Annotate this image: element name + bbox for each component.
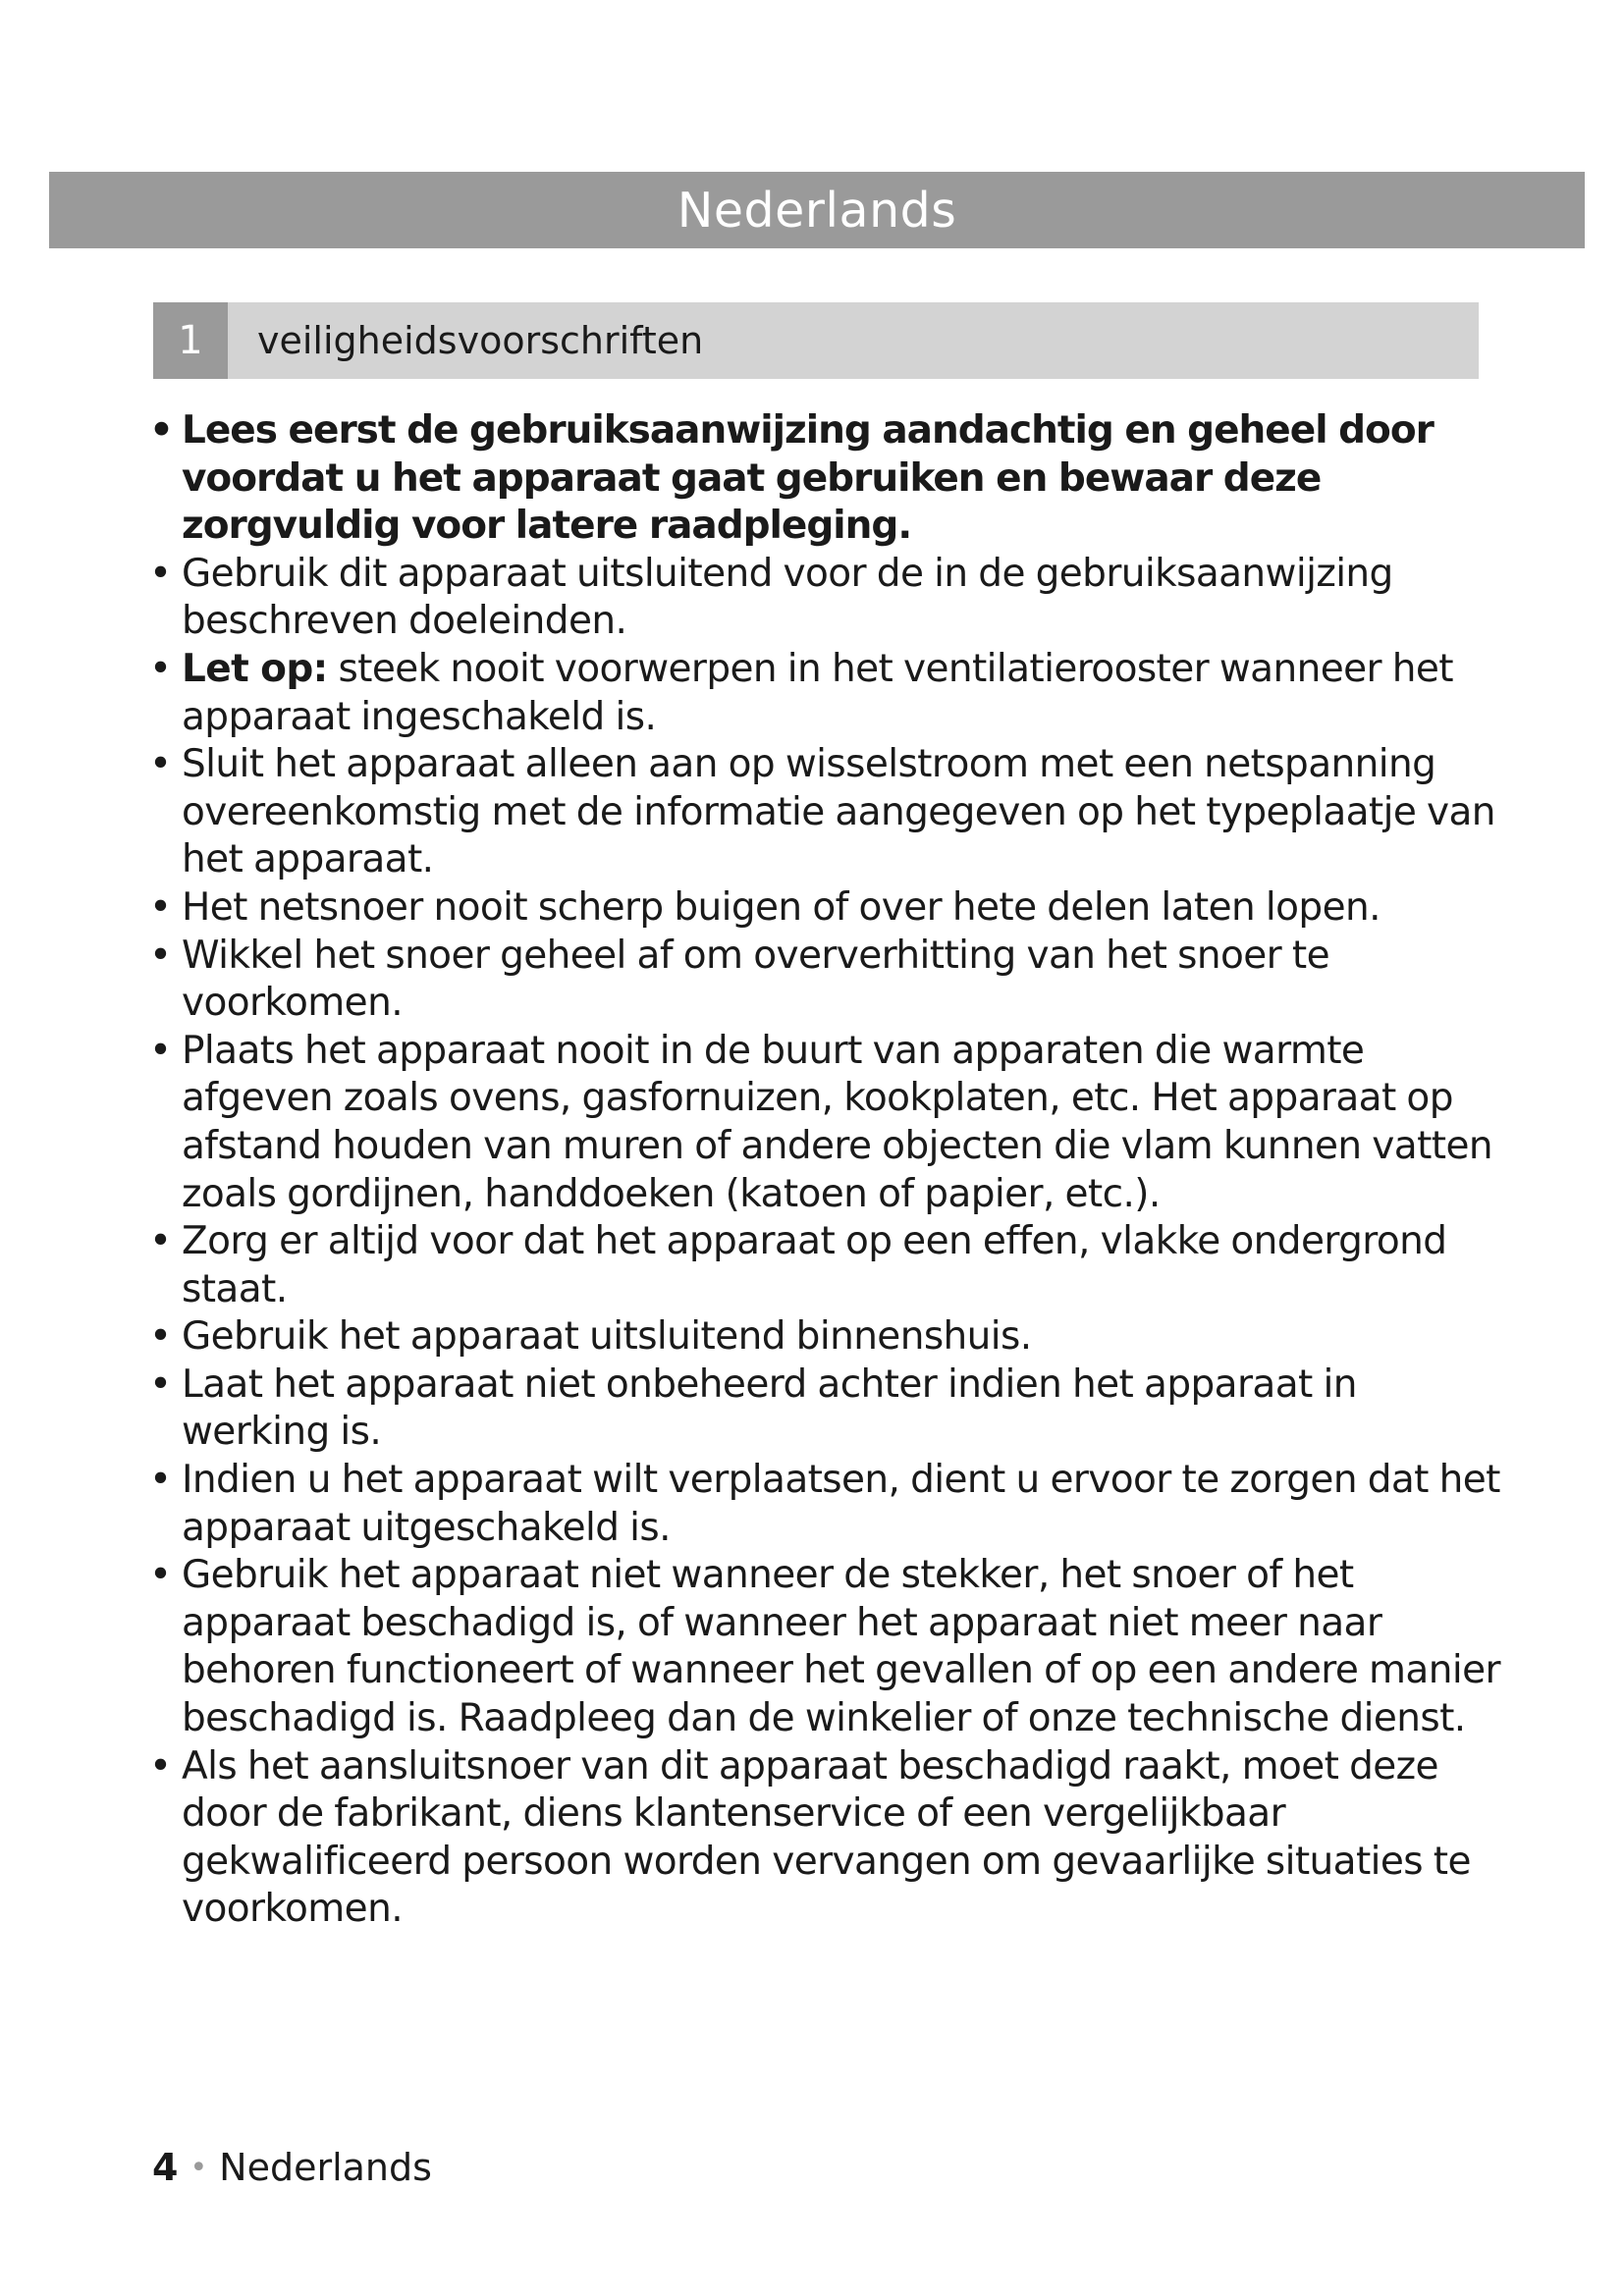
safety-rule-text: Gebruik het apparaat niet wanneer de stekker, het snoer of het apparaat beschadigd is, of wanneer het apparaat niet meer naar behoren functioneert of wanneer het gevallen of op een andere manier beschadigd is. Raadpleeg dan de winkelier of onze technische dienst.	[182, 1553, 1500, 1741]
safety-rule-text: Wikkel het snoer geheel af om oververhitting van het snoer te voorkomen.	[182, 933, 1329, 1026]
safety-rule-item	[147, 551, 1512, 646]
language-header-label: Nederlands	[677, 182, 957, 239]
safety-rule-item	[147, 1218, 1512, 1313]
safety-rule-text: Het netsnoer nooit scherp buigen of over hete delen laten lopen.	[182, 884, 1380, 930]
safety-rule-item	[147, 1457, 1512, 1552]
safety-rule-text: Gebruik dit apparaat uitsluitend voor de in de gebruiksaanwijzing beschreven doeleinden.	[182, 551, 1393, 644]
safety-rule-text: Gebruik het apparaat uitsluitend binnenshuis.	[182, 1314, 1032, 1360]
safety-rule-item	[147, 407, 1512, 551]
safety-rule-item	[147, 1313, 1512, 1362]
safety-rule-item	[147, 1552, 1512, 1742]
safety-rule-item	[147, 741, 1512, 884]
safety-rule-item	[147, 1743, 1512, 1934]
section-title: veiligheidsvoorschriften	[257, 319, 704, 362]
safety-rule-text: Als het aansluitsnoer van dit apparaat beschadigd raakt, moet deze door de fabrikant, diens klantenservice of een vergelijkbaar gekwalificeerd persoon worden vervangen om gevaarlijke situaties te voorkomen.	[182, 1743, 1471, 1932]
safety-rule-text: Indien u het apparaat wilt verplaatsen, dient u ervoor te zorgen dat het apparaat uitgeschakeld is.	[182, 1458, 1500, 1550]
section-number: 1	[153, 302, 228, 379]
safety-rule-text: Sluit het apparaat alleen aan op wisselstroom met een netspanning overeenkomstig met de informatie aangegeven op het typeplaatje van het apparaat.	[182, 742, 1495, 882]
language-header-bar	[49, 172, 1585, 248]
section-header	[153, 302, 1479, 379]
safety-rule-text: Lees eerst de gebruiksaanwijzing aandachtig en geheel door voordat u het apparaat gaat gebruiken en bewaar deze zorgvuldig voor latere raadpleging.	[182, 408, 1434, 549]
safety-rule-lead: Let op:	[182, 646, 328, 691]
safety-rule-item	[147, 646, 1512, 741]
safety-rule-text: Plaats het apparaat nooit in de buurt van apparaten die warmte afgeven zoals ovens, gasfornuizen, kookplaten, etc. Het apparaat op afstand houden van muren of andere objecten die vlam kunnen vatten zoals gordijnen, handdoeken (katoen of papier, etc.).	[182, 1028, 1492, 1216]
safety-rules-list	[147, 407, 1512, 1934]
safety-rule-item	[147, 884, 1512, 933]
safety-rule-item	[147, 933, 1512, 1028]
safety-rule-text: steek nooit voorwerpen in het ventilatierooster wanneer het apparaat ingeschakeld is.	[182, 646, 1453, 739]
page-footer	[152, 2146, 432, 2189]
footer-label: Nederlands	[219, 2146, 432, 2189]
safety-rule-item	[147, 1362, 1512, 1457]
page-number: 4	[152, 2146, 179, 2189]
footer-separator: •	[189, 2150, 208, 2185]
safety-rule-text: Laat het apparaat niet onbeheerd achter indien het apparaat in werking is.	[182, 1362, 1357, 1455]
safety-rule-text: Zorg er altijd voor dat het apparaat op een effen, vlakke ondergrond staat.	[182, 1219, 1447, 1311]
safety-rule-item	[147, 1028, 1512, 1218]
